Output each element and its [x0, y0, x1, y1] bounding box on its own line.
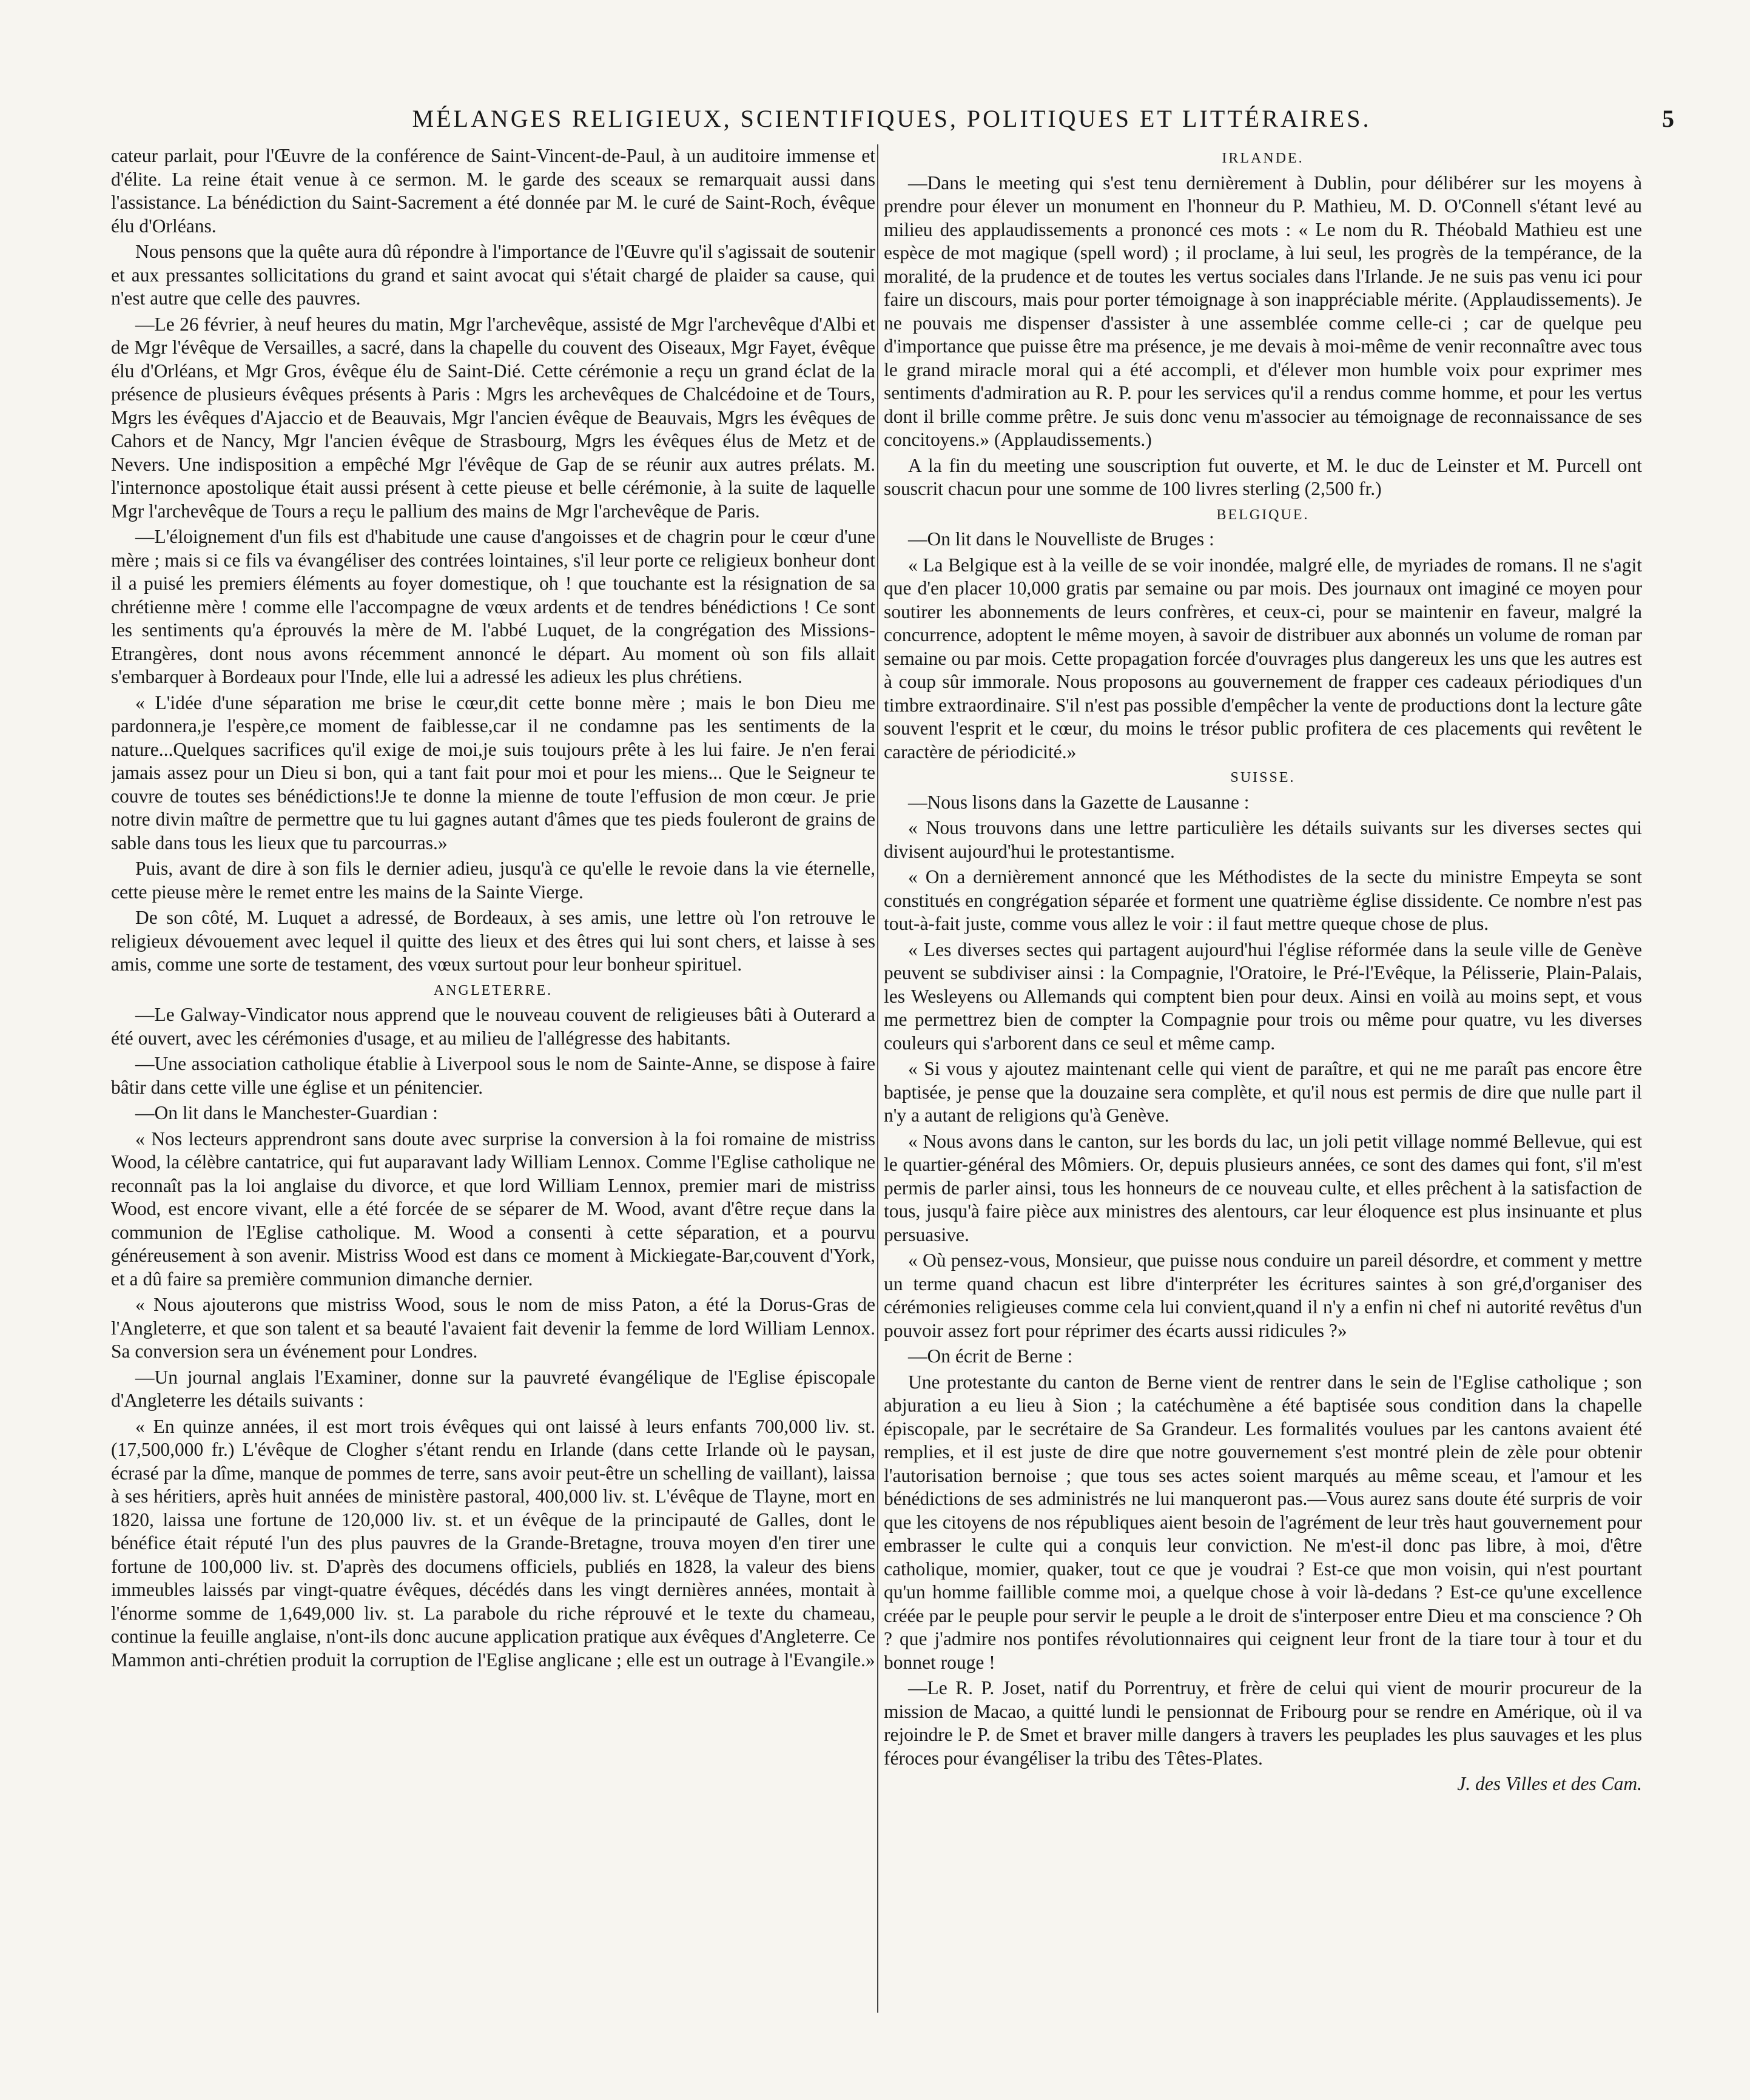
paragraph: —On lit dans le Manchester-Guardian : [135, 1102, 438, 1123]
paragraph: Une protestante du canton de Berne vient de rentrer dans le sein de l'Eglise catholique ; son abjuration a eu lieu à Sion ; la catéchumène a été baptisée sous condition dans la chapelle épiscopale, par le secrétaire de Sa Grandeur. Les formalités voulues par les cantons avaient été remplies, et il est juste de dire que notre gouvernement s'est montré plein de zèle pour obtenir l'autorisation bernoise ; que tous ses actes soient marqués au même sceau, et l'amour et les bénédictions de ses administrés ne lui manqueront pas.—Vous aurez sans doute été surpris de voir que les citoyens de nos républiques aient besoin de l'agrément de leur très haut gouvernement pour embrasser le culte qui a conquis leur conviction. Ne m'est-il donc pas libre, à moi, d'être catholique, momier, quaker, tout ce que je voudrai ? Est-ce que mon voisin, qui n'est pourtant qu'un homme faillible comme moi, a quelque chose à voir là-dedans ? Est-ce qu'une excellence créée par le peuple pour servir le peuple a le droit de s'interposer entre Dieu et ma conscience ? Oh ? que j'admire nos pontifes révolutionnaires qui ceignent leur front de la tiare tour à tour et du bonnet rouge ! [884, 1371, 1642, 1673]
paragraph: —L'éloignement d'un fils est d'habitude une cause d'angoisses et de chagrin pour le cœur d'une mère ; mais si ce fils va évangéliser des contrées lointaines, s'il leur porte ce religieux bonheur dont il a puisé les premiers éléments au foyer domestique, oh ! que touchante est la résignation de sa chrétienne mère ! comme elle l'accompagne de vœux ardents et de tendres bénédictions ! Ce sont les sentiments qu'a éprouvés la mère de M. l'abbé Luquet, de la congrégation des Missions-Etrangères, dont nous avons récemment annoncé le départ. Au moment où son fils allait s'embarquer à Bordeaux pour l'Inde, elle lui a adressé les adieux les plus chrétiens. [111, 526, 875, 687]
paragraph: Nous pensons que la quête aura dû répondre à l'importance de l'Œuvre qu'il s'agissait de soutenir et aux pressantes sollicitations du grand et saint avocat qui s'était chargé de plaider sa cause, qui n'est autre que celle des pauvres. [111, 241, 875, 309]
paragraph: « Nous avons dans le canton, sur les bords du lac, un joli petit village nommé Bellevue, qui est le quartier-général des Mômiers. Or, depuis plusieurs années, ce sont des dames qui font, s'il m'est permis de parler ainsi, tous les honneurs de ce nouveau culte, et elles prêchent à la satisfaction de tous, jusqu'à faire pièce aux ministres des alentours, car leur éloquence est plus insinuante et plus persuasive. [884, 1130, 1642, 1245]
left-column [111, 144, 875, 2013]
paragraph: Puis, avant de dire à son fils le dernier adieu, jusqu'à ce qu'elle le revoie dans la vie éternelle, cette pieuse mère le remet entre les mains de la Sainte Vierge. [111, 858, 875, 903]
right-column [884, 144, 1642, 2013]
paragraph: —Le R. P. Joset, natif du Porrentruy, et frère de celui qui vient de mourir procureur de la mission de Macao, a quitté lundi le pensionnat de Fribourg pour se rendre en Amérique, où il va rejoindre le P. de Smet et braver mille dangers à travers les peuplades les plus sauvages et les plus féroces pour évangéliser la tribu des Têtes-Plates. [884, 1677, 1642, 1769]
section-heading-angleterre: ANGLETERRE. [433, 982, 553, 998]
paragraph: A la fin du meeting une souscription fut ouverte, et M. le duc de Leinster et M. Purcell ont souscrit chacun pour une somme de 100 livres sterling (2,500 fr.) [884, 454, 1642, 499]
paragraph: « Nous ajouterons que mistriss Wood, sous le nom de miss Paton, a été la Dorus-Gras de l'Angleterre, et que son talent et sa beauté l'avaient fait devenir la femme de lord William Lennox. Sa conversion sera un événement pour Londres. [111, 1294, 875, 1362]
paragraph: « Où pensez-vous, Monsieur, que puisse nous conduire un pareil désordre, et comment y mettre un terme quand chacun est libre d'interpréter les écritures saintes à son gré,d'organiser des cérémonies religieuses comme cela lui convient,quand il n'y a enfin ni chef ni autorité revêtus d'un pouvoir assez fort pour réprimer des écarts aussi ridicules ?» [884, 1250, 1642, 1341]
section-heading-belgique: BELGIQUE. [1216, 506, 1310, 523]
paragraph: —On écrit de Berne : [908, 1345, 1073, 1367]
paragraph: —Une association catholique établie à Liverpool sous le nom de Sainte-Anne, se dispose à faire bâtir dans cette ville une église et un pénitencier. [111, 1053, 875, 1098]
running-title: MÉLANGES RELIGIEUX, SCIENTIFIQUES, POLITIQUES ET LITTÉRAIRES. [412, 105, 1371, 132]
paragraph: « On a dernièrement annoncé que les Méthodistes de la secte du ministre Empeyta se sont constitués en congrégation séparée et forment une quatrième église dissidente. Ce nombre n'est pas tout-à-fait juste, comme vous allez le voir : il faut mettre queque chose de plus. [884, 866, 1642, 934]
page-number: 5 [1662, 105, 1674, 132]
paragraph: cateur parlait, pour l'Œuvre de la conférence de Saint-Vincent-de-Paul, à un auditoire immense et d'élite. La reine était venue à ce sermon. M. le garde des sceaux se remarquait aussi dans l'assistance. La bénédiction du Saint-Sacrement a été donnée par M. le curé de Saint-Roch, évêque élu d'Orléans. [111, 145, 875, 237]
paragraph: De son côté, M. Luquet a adressé, de Bordeaux, à ses amis, une lettre où l'on retrouve le religieux dévouement avec lequel il quitte des lieux et des êtres qui lui sont chers, et laisse à ses amis, comme une sorte de testament, des vœux surtout pour leur bonheur spirituel. [111, 907, 875, 975]
paragraph: « Nos lecteurs apprendront sans doute avec surprise la conversion à la foi romaine de mistriss Wood, la célèbre cantatrice, qui fut auparavant lady William Lennox. Comme l'Eglise catholique ne reconnaît pas la loi anglaise du divorce, et que lord William Lennox, premier mari de mistriss Wood, est encore vivant, elle a été forcée de se séparer de M. Wood, avant d'être reçue dans la communion de l'Eglise catholique. M. Wood a consenti à cette séparation, et a pourvu généreusement à son avenir. Mistriss Wood est dans ce moment à Mickiegate-Bar,couvent d'York, et a dû faire sa première communion dimanche dernier. [111, 1128, 875, 1290]
paragraph: « L'idée d'une séparation me brise le cœur,dit cette bonne mère ; mais le bon Dieu me pardonnera,je l'espère,ce moment de faiblesse,car il ne condamne pas les sentiments de la nature...Quelques sacrifices qu'il exige de moi,je suis toujours prête à les lui faire. Je n'en ferai jamais assez pour un Dieu si bon, qui a tant fait pour moi et pour les miens... Que le Seigneur te couvre de toutes ses bénédictions!Je te donne la mienne de toute l'effusion de mon cœur. Je prie notre divin maître de permettre que tu lui gagnes autant d'âmes que tes pieds fouleront de grains de sable dans tous les lieux que tu parcourras.» [111, 692, 875, 853]
paragraph: « Si vous y ajoutez maintenant celle qui vient de paraître, et qui ne me paraît pas encore être baptisée, je pense que la douzaine sera complète, et qu'il nous est permis de dire que nulle part il n'y a autant de religions qu'à Genève. [884, 1058, 1642, 1126]
paragraph: —Un journal anglais l'Examiner, donne sur la pauvreté évangélique de l'Eglise épiscopale d'Angleterre les détails suivants : [111, 1366, 875, 1411]
section-heading-suisse: SUISSE. [1230, 770, 1296, 786]
paragraph: « Nous trouvons dans une lettre particulière les détails suivants sur les diverses sectes qui divisent aujourd'hui le protestantisme. [884, 817, 1642, 862]
section-heading-irlande: IRLANDE. [1222, 150, 1304, 166]
signature: J. des Villes et des Cam. [1457, 1773, 1642, 1794]
paragraph: « La Belgique est à la veille de se voir inondée, malgré elle, de myriades de romans. Il ne s'agit que d'en placer 10,000 gratis par semaine ou par mois. Des journaux ont imaginé ce moyen pour soutirer les abonnements de leurs confrères, et ceux-ci, pour se maintenir en faveur, malgré la concurrence, adoptent le même moyen, à savoir de distribuer aux abonnés un volume de roman par semaine ou par mois. Cette propagation forcée d'ouvrages plus dangereux les uns que les autres est à coup sûr immorale. Nous proposons au gouvernement de frapper ces cadeaux périodiques d'un timbre extraordinaire. S'il n'est pas possible d'empêcher la vente de productions dont la lecture gâte souvent l'esprit et le cœur, du moins le trésor public profitera de ces placements qui revêtent le caractère de périodicité.» [884, 554, 1642, 762]
paragraph: —Le 26 février, à neuf heures du matin, Mgr l'archevêque, assisté de Mgr l'archevêque d'Albi et de Mgr l'évêque de Versailles, a sacré, dans la chapelle du couvent des Oiseaux, Mgr Fayet, évêque élu d'Orléans, et Mgr Gros, évêque élu de Saint-Dié. Cette cérémonie a reçu un grand éclat de la présence de plusieurs évêques présents à Paris : Mgrs les archevêques de Chalcédoine et de Tours, Mgrs les évêques d'Ajaccio et de Beauvais, Mgr l'ancien évêque de Beauvais, Mgrs les évêques de Cahors et de Nancy, Mgr l'ancien évêque de Strasbourg, Mgrs les évêques élus de Metz et de Nevers. Une indisposition a empêché Mgr l'évêque de Gap de se réunir aux autres prélats. M. l'internonce apostolique était aussi présent à cette pieuse et belle cérémonie, à la suite de laquelle Mgr l'archevêque de Tours a reçu le pallium des mains de Mgr l'archevêque de Paris. [111, 313, 875, 522]
paragraph: —Dans le meeting qui s'est tenu dernièrement à Dublin, pour délibérer sur les moyens à prendre pour élever un monument en l'honneur du P. Mathieu, M. D. O'Connell s'étant levé au milieu des applaudissements a prononcé ces mots : « Le nom du R. Théobald Mathieu est une espèce de mot magique (spell word) ; il proclame, à lui seul, les progrès de la tempérance, de la moralité, de la prudence et de toutes les vertus sociales dans l'Irlande. Je ne suis pas venu ici pour faire un discours, mais pour porter témoignage à son inappréciable mérite. (Applaudissements). Je ne pouvais me dispenser d'assister à une assemblée comme celle-ci ; car de quelque peu d'importance que puisse être ma présence, je me devais à moi-même de venir reconnaître avec tous le grand miracle moral qui a été accompli, et d'élever mon humble voix pour exprimer mes sentiments d'admiration au R. P. pour les services qu'il a rendus comme homme, et pour les vertus dont il brille comme prêtre. Je suis donc venu m'associer au témoignage de reconnaissance de ses concitoyens.» (Applaudissements.) [884, 172, 1642, 450]
paragraph: —Nous lisons dans la Gazette de Lausanne : [908, 791, 1250, 813]
paragraph: —On lit dans le Nouvelliste de Bruges : [908, 528, 1214, 550]
paragraph: « Les diverses sectes qui partagent aujourd'hui l'église réformée dans la seule ville de Genève peuvent se subdiviser ainsi : la Compagnie, l'Oratoire, le Pré-l'Evêque, la Pélisserie, Plain-Palais, les Wesleyens ou Allemands qui comptent bien pour deux. Ainsi en voilà au moins sept, et vous me permettrez bien de compter la Compagnie pour trois ou même pour quatre, vu les diverses couleurs qui s'arborent dans ce seul et même camp. [884, 938, 1642, 1054]
column-divider [877, 144, 878, 2013]
paragraph: « En quinze années, il est mort trois évêques qui ont laissé à leurs enfants 700,000 liv. st. (17,500,000 fr.) L'évêque de Clogher s'étant rendu en Irlande (dans cette Irlande où le paysan, écrasé par la dîme, manque de pommes de terre, sans avoir peut-être un schelling de vaillant), laissa à ses héritiers, après huit années de ministère pastoral, 400,000 liv. st. L'évêque de Tlayne, mort en 1820, laissa une fortune de 120,000 liv. st. et un évêque de la principauté de Galles, dont le bénéfice était réputé l'un des plus pauvres de la Grande-Bretagne, trouva moyen d'en tirer une fortune de 100,000 liv. st. D'après des documens officiels, publiés en 1828, la valeur des biens immeubles laissés par vingt-quatre évêques, décédés dans les vingt dernières années, montait à l'énorme somme de 1,649,000 liv. st. La parabole du riche réprouvé et le texte du chameau, continue la feuille anglaise, n'ont-ils donc aucune application pratique aux évêques d'Angleterre. Ce Mammon anti-chrétien produit la corruption de l'Eglise anglicane ; elle est un outrage à l'Evangile.» [111, 1415, 875, 1671]
paragraph: —Le Galway-Vindicator nous apprend que le nouveau couvent de religieuses bâti à Outerard a été ouvert, avec les cérémonies d'usage, et au milieu de l'allégresse des habitants. [111, 1004, 875, 1049]
running-head [109, 104, 1674, 141]
